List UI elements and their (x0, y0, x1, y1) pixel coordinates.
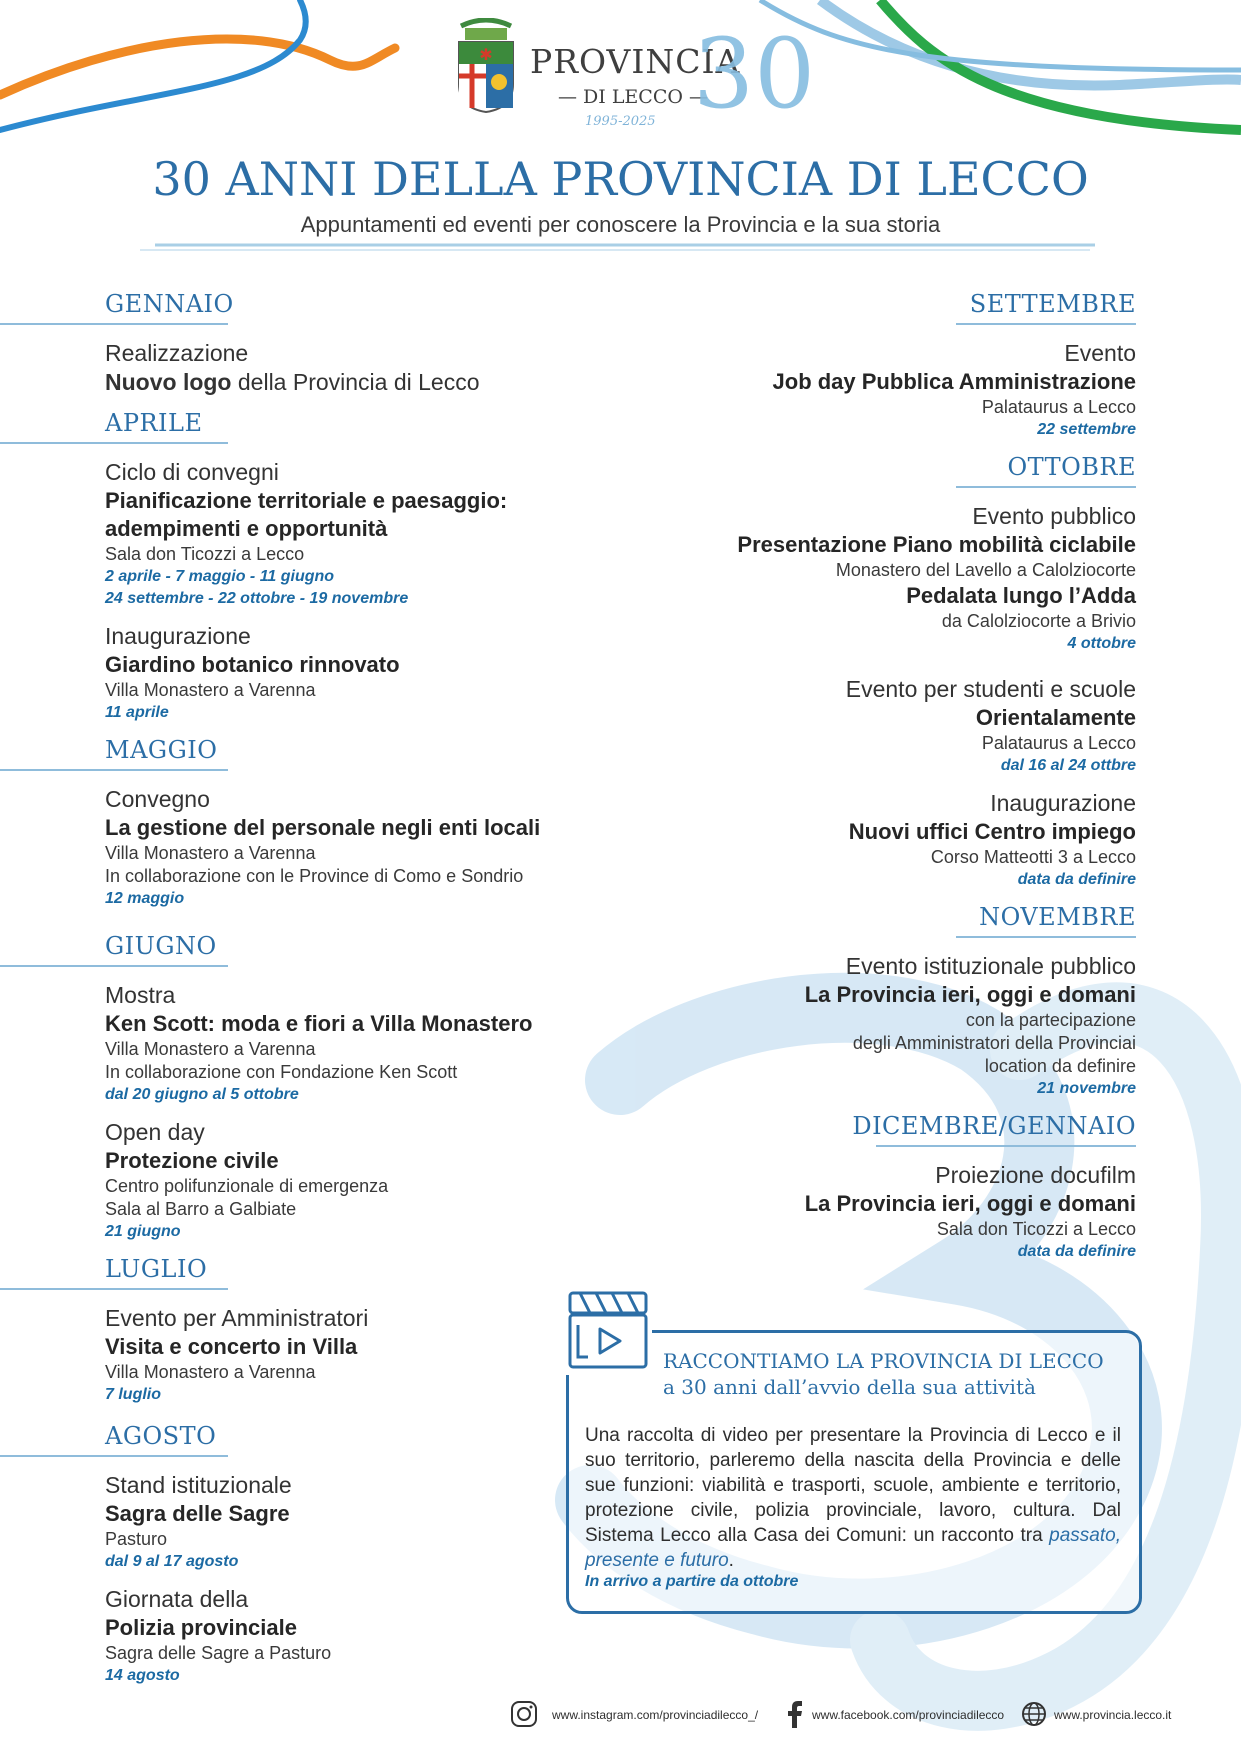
event-location: Sala don Ticozzi a Lecco (105, 544, 305, 564)
video-box-highlight: passato, presente e futuro (585, 1525, 1121, 1571)
event-date: dal 16 al 24 ottbre (1000, 757, 1136, 774)
event-item (105, 1118, 625, 1243)
event-date: 12 maggio (105, 890, 185, 907)
event-item (105, 1304, 625, 1406)
event-item (640, 675, 1136, 777)
event-title: Ken Scott: moda e fiori a Villa Monastero (105, 1011, 533, 1036)
section-luglio (105, 1255, 625, 1406)
event-location: location da definire (984, 1056, 1136, 1076)
event-date: 21 novembre (1037, 1080, 1136, 1097)
event-title: Giardino botanico rinnovato (105, 652, 400, 677)
event-title-secondary: Pedalata lungo l’Adda (906, 583, 1136, 608)
brand-years: 1995-2025 (585, 114, 656, 129)
event-location: Sagra delle Sagre a Pasturo (105, 1643, 332, 1663)
event-category: Evento pubblico (972, 503, 1136, 529)
event-category: Convegno (105, 786, 210, 812)
month-heading: SETTEMBRE (969, 290, 1136, 318)
event-location: Monastero del Lavello a Calolziocorte (835, 560, 1136, 580)
section-novembre (640, 903, 1136, 1100)
event-category: Proiezione docufilm (935, 1162, 1136, 1188)
event-category: Evento per Amministratori (105, 1305, 369, 1331)
month-heading: NOVEMBRE (979, 903, 1136, 931)
event-location: da Calolziocorte a Brivio (941, 611, 1136, 631)
footer-links (510, 1698, 1190, 1734)
month-heading: GENNAIO (105, 290, 234, 318)
event-location: Villa Monastero a Varenna (105, 680, 316, 700)
month-divider (0, 1288, 228, 1290)
event-category: Inaugurazione (105, 623, 251, 649)
month-heading: DICEMBRE/GENNAIO (852, 1112, 1136, 1140)
event-category: Evento per studenti e scuole (845, 676, 1136, 702)
event-date: 22 settembre (1037, 421, 1136, 438)
event-item (640, 502, 1136, 655)
event-title: Protezione civile (105, 1148, 279, 1173)
svg-text:✱: ✱ (479, 47, 493, 64)
event-note: In collaborazione con Fondazione Ken Scott (105, 1062, 458, 1082)
event-category: Giornata della (105, 1586, 249, 1612)
video-box-text-end: . (728, 1550, 734, 1571)
event-location-line2: Sala al Barro a Galbiate (105, 1199, 297, 1219)
event-date: data da definire (1017, 1243, 1136, 1260)
event-title: La Provincia ieri, oggi e domani (804, 1191, 1136, 1216)
month-heading: AGOSTO (105, 1422, 217, 1450)
event-category: Ciclo di convegni (105, 459, 279, 485)
event-title: Visita e concerto in Villa (105, 1334, 358, 1359)
page-title: 30 ANNI DELLA PROVINCIA DI LECCO (152, 152, 1089, 206)
event-item (640, 339, 1136, 441)
instagram-icon[interactable] (510, 1700, 538, 1728)
month-divider (876, 1145, 1136, 1147)
event-location: Pasturo (105, 1529, 168, 1549)
event-date: data da definire (1017, 871, 1136, 888)
event-date: 2 aprile - 7 maggio - 11 giugno (105, 568, 335, 585)
event-item (105, 785, 625, 910)
event-date: dal 20 giugno al 5 ottobre (105, 1086, 299, 1103)
event-category: Mostra (105, 982, 176, 1008)
event-note: con la partecipazione (965, 1010, 1136, 1030)
brand-anniversary-number: 30 (693, 18, 816, 130)
month-divider (956, 323, 1136, 325)
coat-of-arms-icon (455, 18, 517, 114)
left-column (105, 290, 625, 1699)
section-settembre (640, 290, 1136, 441)
video-box-text: Una raccolta di video per presentare la Provincia di Lecco e il suo territorio, parleremo della nascita della Provincia e delle sue funzioni: viabilità e trasporti, scuole, ambiente e territorio, protezione civile, polizia provinciale, lavoro, cultura. Dal Sistema Lecco alla Casa dei Comuni: un racconto tra (585, 1425, 1121, 1546)
month-divider (0, 769, 228, 771)
page-subtitle: Appuntamenti ed eventi per conoscere la Provincia e la sua storia (300, 212, 941, 237)
event-category: Evento (1064, 340, 1136, 366)
event-item (105, 458, 625, 610)
event-item (105, 981, 625, 1106)
event-item (640, 789, 1136, 891)
section-agosto (105, 1422, 625, 1687)
video-box-heading: RACCONTIAMO LA PROVINCIA DI LECCO (663, 1349, 1104, 1373)
section-dicembre-gennaio (640, 1112, 1136, 1263)
section-aprile (105, 409, 625, 724)
event-category: Inaugurazione (990, 790, 1136, 816)
month-heading: OTTOBRE (1007, 453, 1136, 481)
facebook-link[interactable]: www.facebook.com/provinciadilecco (812, 1708, 1005, 1722)
brand-logo (455, 18, 816, 138)
event-location: Villa Monastero a Varenna (105, 1362, 316, 1382)
event-note-line2: degli Amministratori della Provinciai (852, 1033, 1136, 1053)
event-date: 11 aprile (105, 704, 169, 721)
event-category: Stand istituzionale (105, 1472, 292, 1498)
event-item (105, 1471, 625, 1573)
event-item (105, 339, 625, 397)
instagram-link[interactable]: www.instagram.com/provinciadilecco_/ (552, 1708, 759, 1722)
event-item (640, 1161, 1136, 1263)
event-location: Palataurus a Lecco (981, 733, 1136, 753)
event-title: Job day Pubblica Amministrazione (772, 369, 1136, 394)
section-ottobre (640, 453, 1136, 891)
video-box-body (585, 1423, 1121, 1573)
event-date: 21 giugno (105, 1223, 181, 1240)
event-category: Evento istituzionale pubblico (845, 953, 1136, 979)
event-item (105, 1585, 625, 1687)
event-title: Sagra delle Sagre (105, 1501, 290, 1526)
month-heading: LUGLIO (105, 1255, 208, 1283)
section-giugno (105, 932, 625, 1243)
event-title-bold: Nuovo logo (105, 369, 232, 395)
section-maggio (105, 736, 625, 910)
event-date: dal 9 al 17 agosto (105, 1553, 239, 1570)
event-title: Orientalamente (975, 705, 1136, 730)
event-location: Villa Monastero a Varenna (105, 1039, 316, 1059)
month-divider (956, 936, 1136, 938)
month-heading: MAGGIO (105, 736, 218, 764)
event-location: Corso Matteotti 3 a Lecco (930, 847, 1136, 867)
event-location: Sala don Ticozzi a Lecco (936, 1219, 1136, 1239)
month-divider (0, 323, 228, 325)
month-divider (0, 965, 228, 967)
month-divider (956, 486, 1136, 488)
event-item (105, 622, 625, 724)
section-gennaio (105, 290, 625, 397)
event-title (105, 368, 625, 397)
event-note: In collaborazione con le Province di Como e Sondrio (105, 866, 524, 886)
event-date: 14 agosto (105, 1667, 180, 1684)
brand-subname: — DI LECCO — (558, 86, 708, 108)
video-box-subheading: a 30 anni dall’avvio della sua attività (663, 1375, 1036, 1399)
month-heading: APRILE (105, 409, 203, 437)
event-date: 7 luglio (105, 1386, 161, 1403)
event-item (640, 952, 1136, 1100)
video-series-box (566, 1330, 1142, 1614)
event-title: Pianificazione territoriale e paesaggio: (105, 488, 508, 513)
event-title: Polizia provinciale (105, 1615, 297, 1640)
globe-icon[interactable] (1020, 1700, 1048, 1728)
event-date: 4 ottobre (1067, 635, 1136, 652)
event-location: Palataurus a Lecco (981, 397, 1136, 417)
event-title: La gestione del personale negli enti locali (105, 815, 541, 840)
month-divider (0, 442, 228, 444)
month-heading: GIUGNO (105, 932, 217, 960)
event-title-rest: della Provincia di Lecco (231, 369, 480, 395)
website-link[interactable]: www.provincia.lecco.it (1054, 1708, 1172, 1722)
event-location: Centro polifunzionale di emergenza (105, 1176, 389, 1196)
month-divider (0, 1455, 228, 1457)
brand-name: PROVINCIA (530, 42, 741, 81)
event-title-line2: adempimenti e opportunità (105, 516, 388, 541)
event-date: 24 settembre - 22 ottobre - 19 novembre (105, 590, 409, 607)
video-box-availability: In arrivo a partire da ottobre (585, 1573, 799, 1590)
event-category: Open day (105, 1119, 205, 1145)
video-clapper-icon (566, 1287, 652, 1375)
event-title: Presentazione Piano mobilità ciclabile (737, 532, 1136, 557)
right-column (640, 290, 1136, 1275)
event-location: Villa Monastero a Varenna (105, 843, 316, 863)
event-title: La Provincia ieri, oggi e domani (804, 982, 1136, 1007)
event-category: Realizzazione (105, 340, 249, 366)
event-title: Nuovi uffici Centro impiego (848, 819, 1136, 844)
facebook-icon[interactable] (786, 1700, 804, 1728)
